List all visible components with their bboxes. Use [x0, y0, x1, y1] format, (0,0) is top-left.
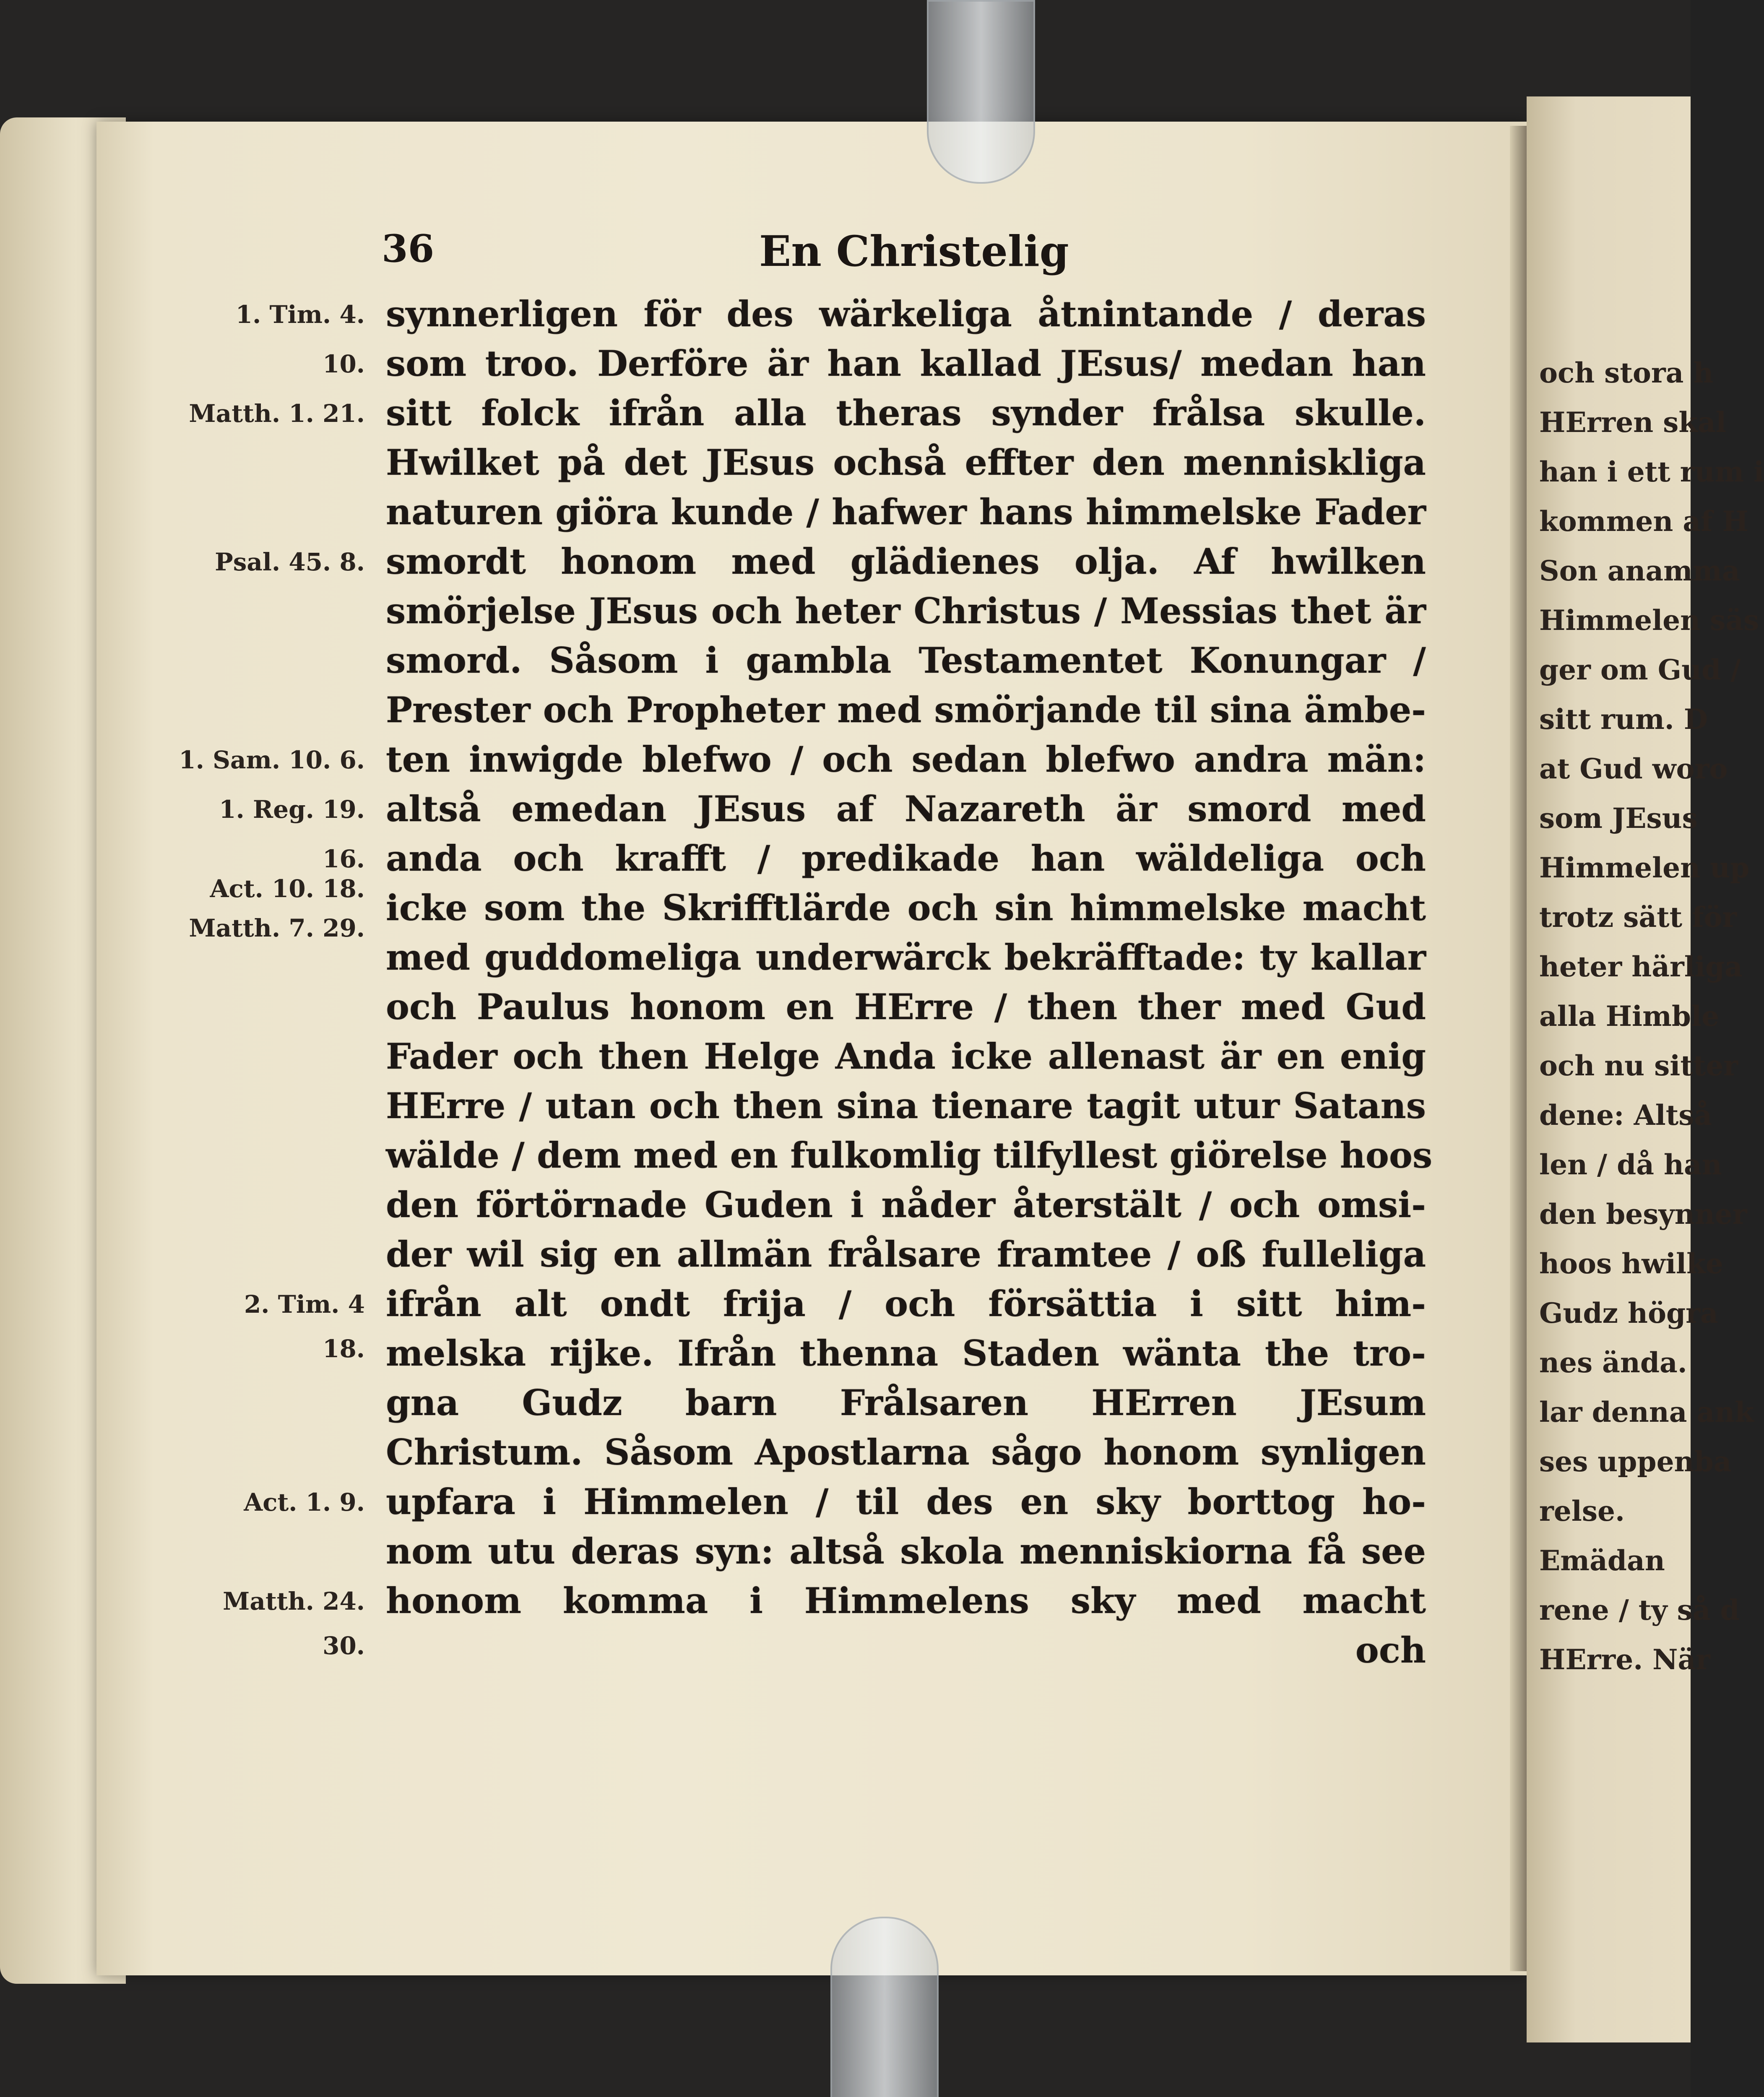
- facing-text-line: nes ända.: [1539, 1346, 1687, 1379]
- text-line: gna Gudz barn Frålsaren HErren JEsum: [386, 1382, 1426, 1423]
- facing-text-line: ger om Gud /: [1539, 653, 1741, 686]
- facing-text-line: trotz sätt för: [1539, 901, 1737, 934]
- margin-note: Matth. 1. 21.: [189, 399, 365, 428]
- facing-text-line: HErre. När: [1539, 1643, 1711, 1676]
- facing-text-line: HErren skal: [1539, 406, 1726, 439]
- body-text: [386, 289, 1433, 1675]
- margin-note: 18.: [323, 1335, 365, 1363]
- facing-text-line: at Gud woro: [1539, 752, 1728, 785]
- margin-note: 1. Sam. 10. 6.: [179, 746, 365, 774]
- margin-note: Act. 1. 9.: [244, 1488, 365, 1517]
- text-line: med guddomeliga underwärck bekräfftade: ty kallar: [386, 937, 1426, 978]
- facing-text-line: Son anamma: [1539, 554, 1740, 587]
- facing-text-line: Emädan: [1539, 1544, 1665, 1577]
- page-clip-top: [927, 0, 1035, 184]
- text-line: synnerligen för des wärkeliga åtnintande / deras: [386, 293, 1426, 335]
- running-head: En Christelig: [759, 226, 1069, 276]
- facing-text-line: heter härliga: [1539, 950, 1743, 983]
- text-line: smörjelse JEsus och heter Christus / Messias thet är: [386, 590, 1426, 632]
- facing-text-line: ses uppenba: [1539, 1445, 1732, 1478]
- text-line: och: [1355, 1629, 1426, 1671]
- text-line: Prester och Propheter med smörjande til sina ämbe-: [386, 689, 1426, 731]
- text-line: nom utu deras syn: altså skola menniskiorna få see: [386, 1530, 1426, 1572]
- margin-note: 10.: [323, 350, 365, 378]
- text-line: som troo. Derföre är han kallad JEsus/ medan han: [386, 343, 1426, 384]
- page-clip-bottom: [830, 1917, 939, 2097]
- facing-text-line: den besynner: [1539, 1198, 1747, 1231]
- facing-text-line: alla Himble: [1539, 1000, 1720, 1033]
- facing-page-text: [1539, 348, 1764, 1684]
- facing-text-line: len / då han: [1539, 1148, 1722, 1181]
- margin-note: Act. 10. 18.: [210, 874, 365, 903]
- text-line: ifrån alt ondt frija / och försättia i sitt him-: [386, 1283, 1426, 1324]
- text-line: naturen giöra kunde / hafwer hans himmelske Fader: [386, 491, 1426, 533]
- text-line: melska rijke. Ifrån thenna Staden wänta the tro-: [386, 1332, 1426, 1374]
- margin-note: Matth. 7. 29.: [189, 914, 365, 943]
- text-line: och Paulus honom en HErre / then ther med Gud: [386, 986, 1426, 1028]
- facing-text-line: Gudz högra: [1539, 1297, 1718, 1329]
- margin-note: 1. Reg. 19.: [219, 795, 365, 824]
- facing-text-line: Himmelen säs: [1539, 604, 1759, 637]
- facing-text-line: sitt rum. D: [1539, 703, 1708, 736]
- page-number: 36: [382, 226, 434, 271]
- text-line: ten inwigde blefwo / och sedan blefwo andra män:: [386, 739, 1426, 780]
- text-line: der wil sig en allmän frålsare framtee / oß fulleliga: [386, 1233, 1426, 1275]
- margin-note: Psal. 45. 8.: [215, 548, 365, 576]
- text-line: sitt folck ifrån alla theras synder frålsa skulle.: [386, 392, 1426, 434]
- text-line: upfara i Himmelen / til des en sky borttog ho-: [386, 1481, 1426, 1522]
- text-line: Hwilket på det JEsus ochså effter den menniskliga: [386, 442, 1426, 483]
- facing-text-line: lar denna ank: [1539, 1396, 1754, 1428]
- text-line: altså emedan JEsus af Nazareth är smord med: [386, 788, 1426, 830]
- facing-text-line: som JEsus: [1539, 802, 1698, 835]
- text-line: Fader och then Helge Anda icke allenast är en enig: [386, 1035, 1426, 1077]
- margin-note: 30.: [323, 1631, 365, 1660]
- text-line: wälde / dem med en fulkomlig tilfyllest giörelse hoos: [386, 1134, 1433, 1176]
- facing-page: [1527, 96, 1764, 2042]
- facing-text-line: rene / ty så d: [1539, 1594, 1740, 1626]
- page-header: [382, 226, 1413, 277]
- margin-note: 1. Tim. 4.: [235, 300, 365, 329]
- text-line: Christum. Såsom Apostlarna sågo honom synligen: [386, 1431, 1426, 1473]
- text-line: smordt honom med glädienes olja. Af hwilken: [386, 541, 1426, 582]
- text-line: honom komma i Himmelens sky med macht: [386, 1580, 1426, 1621]
- margin-note: 2. Tim. 4: [244, 1290, 365, 1319]
- text-line: anda och krafft / predikade han wäldeliga och: [386, 838, 1426, 879]
- facing-text-line: och stora h: [1539, 356, 1714, 389]
- facing-text-line: han i ett rum i: [1539, 455, 1764, 488]
- margin-notes: [179, 0, 365, 2097]
- facing-text-line: kommen af H: [1539, 505, 1748, 538]
- margin-note: Matth. 24.: [223, 1587, 365, 1616]
- margin-note: 16.: [323, 845, 365, 873]
- text-line: den förtörnade Guden i nåder återstält / och omsi-: [386, 1184, 1426, 1225]
- text-line: icke som the Skrifftlärde och sin himmelske macht: [386, 887, 1426, 929]
- text-line: HErre / utan och then sina tienare tagit utur Satans: [386, 1085, 1426, 1127]
- facing-text-line: Himmelen up: [1539, 851, 1750, 884]
- facing-text-line: och nu sitter: [1539, 1049, 1738, 1082]
- facing-text-line: relse.: [1539, 1495, 1625, 1527]
- facing-text-line: dene: Altså: [1539, 1099, 1712, 1132]
- text-line: smord. Såsom i gambla Testamentet Konungar /: [386, 640, 1426, 681]
- facing-text-line: hoos hwilke: [1539, 1247, 1723, 1280]
